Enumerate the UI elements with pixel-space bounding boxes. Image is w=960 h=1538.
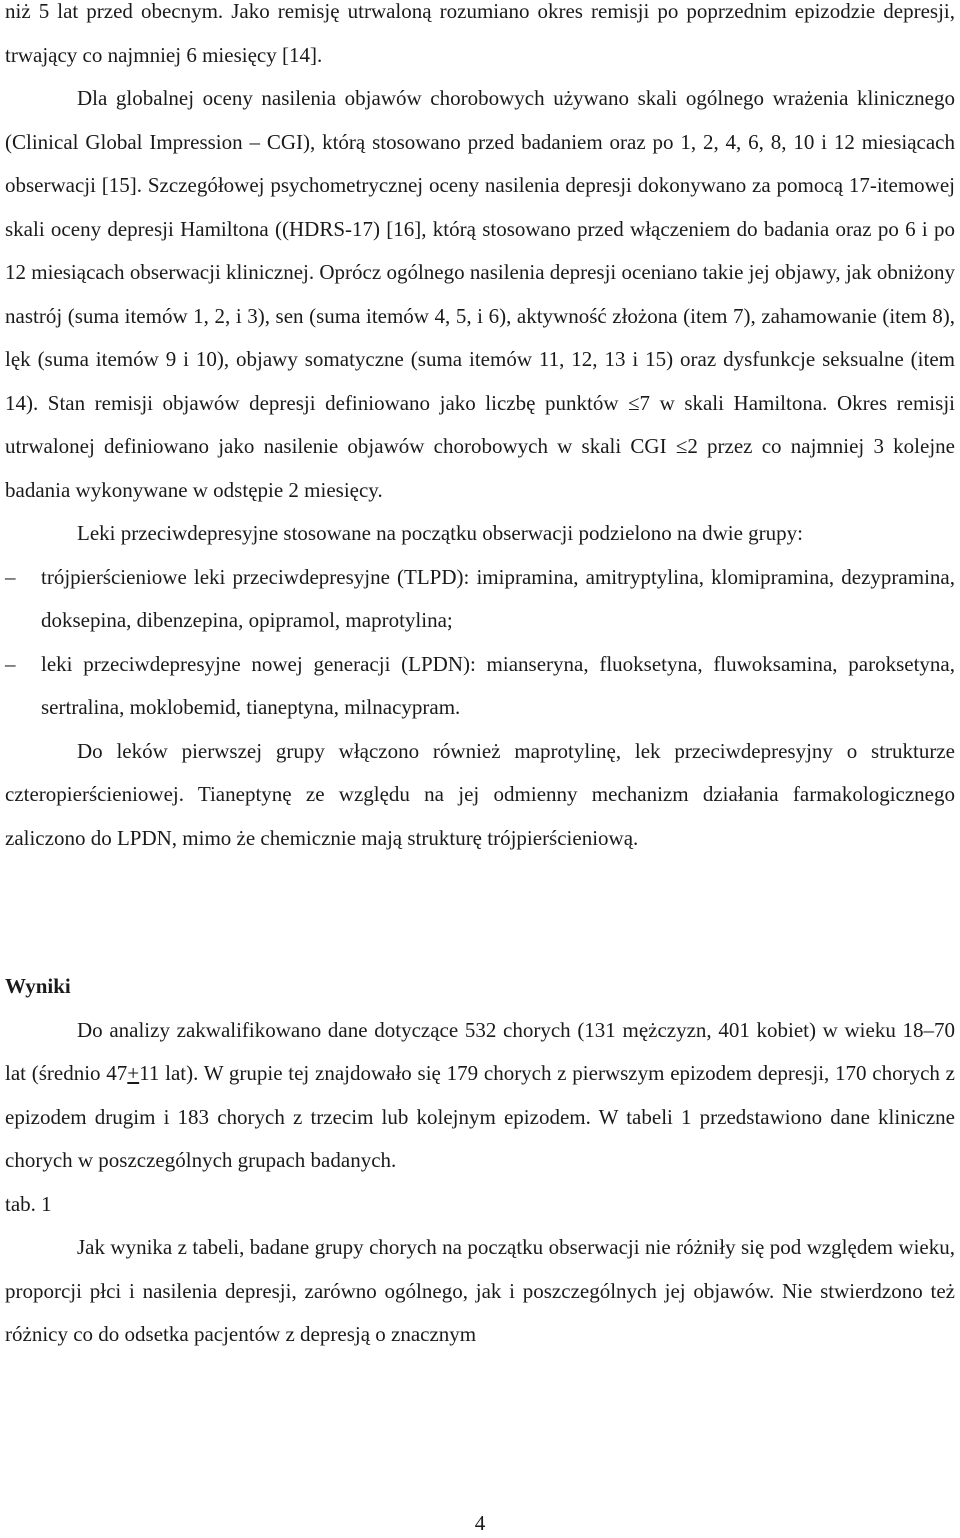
dash-bullet: –: [5, 564, 16, 589]
paragraph-results-summary: [5, 1009, 955, 1183]
dash-bullet: –: [5, 651, 16, 676]
paragraph-maprotiline-note: Do leków pierwszej grupy włączono również maprotylinę, lek przeciwdepresyjny o strukturze czteropierścieniowej. Tianeptynę ze względu na jej odmienny mechanizm działania farmakologicznego zaliczono do LPDN, mimo że chemicznie mają strukturę trójpierścieniową.: [5, 738, 955, 850]
page-number: 4: [474, 1511, 486, 1535]
paragraph-remission-definition: niż 5 lat przed obecnym. Jako remisję utrwaloną rozumiano okres remisji po poprzednim epizodzie depresji, trwający co najmniej 6 miesięcy [14].: [5, 0, 955, 67]
plus-minus-sign: +: [127, 1061, 140, 1085]
list-item: [5, 556, 955, 643]
results-text-part-1: Do analizy zakwalifikowano dane dotyczące 532 chorych (131 mężczyzn, 401 kobiet) w wieku 18–70 lat (średnio 47: [5, 1017, 955, 1085]
drug-groups-list: [5, 556, 955, 730]
list-item-text: trójpierścieniowe leki przeciwdepresyjne (TLPD): imipramina, amitryptylina, klomipramina, dezypramina, doksepina, dibenzepina, opipramol, maprotylina;: [41, 564, 955, 632]
document-page: [5, 0, 955, 1357]
table-reference: tab. 1: [5, 1191, 52, 1216]
paragraph-drug-groups-intro: Leki przeciwdepresyjne stosowane na początku obserwacji podzielono na dwie grupy:: [77, 521, 803, 545]
section-heading: Wyniki: [5, 974, 71, 998]
results-text-part-2: 11 lat). W grupie tej znajdowało się 179 chorych z pierwszym epizodem depresji, 170 chorych z epizodem drugim i 183 chorych z trzecim lub kolejnym epizodem. W tabeli 1 przedstawiono dane kliniczne chorych w poszczególnych grupach badanych.: [5, 1061, 955, 1172]
list-item: [5, 643, 955, 730]
list-item-text: leki przeciwdepresyjne nowej generacji (LPDN): mianseryna, fluoksetyna, fluwoksamina, paroksetyna, sertralina, moklobemid, tianeptyna, milnacypram.: [41, 651, 955, 719]
paragraph-cgi-hamilton: Dla globalnej oceny nasilenia objawów chorobowych używano skali ogólnego wrażenia klinicznego (Clinical Global Impression – CGI), którą stosowano przed badaniem oraz po 1, 2, 4, 6, 8, 10 i 12 miesiącach obserwacji [15]. Szczegółowej psychometrycznej oceny nasilenia depresji dokonywano za pomocą 17-itemowej skali oceny depresji Hamiltona ((HDRS-17) [16], którą stosowano przed włączeniem do badania oraz po 6 i po 12 miesiącach obserwacji klinicznej. Oprócz ogólnego nasilenia depresji oceniano takie jej objawy, jak obniżony nastrój (suma itemów 1, 2, i 3), sen (suma itemów 4, 5, i 6), aktywność złożona (item 7), zahamowanie (item 8), lęk (suma itemów 9 i 10), objawy somatyczne (suma itemów 11, 12, 13 i 15) oraz dysfunkcje seksualne (item 14). Stan remisji objawów depresji definiowano jako liczbę punktów ≤7 w skali Hamiltona. Okres remisji utrwalonej definiowano jako nasilenie objawów chorobowych w skali CGI ≤2 przez co najmniej 3 kolejne badania wykonywane w odstępie 2 miesięcy.: [5, 86, 955, 502]
paragraph-table-discussion: Jak wynika z tabeli, badane grupy chorych na początku obserwacji nie różniły się pod względem wieku, proporcji płci i nasilenia depresji, zarówno ogólnego, jak i poszczególnych jej objawów. Nie stwierdzono też różnicy co do odsetka pacjentów z depresją o znacznym: [5, 1235, 955, 1346]
